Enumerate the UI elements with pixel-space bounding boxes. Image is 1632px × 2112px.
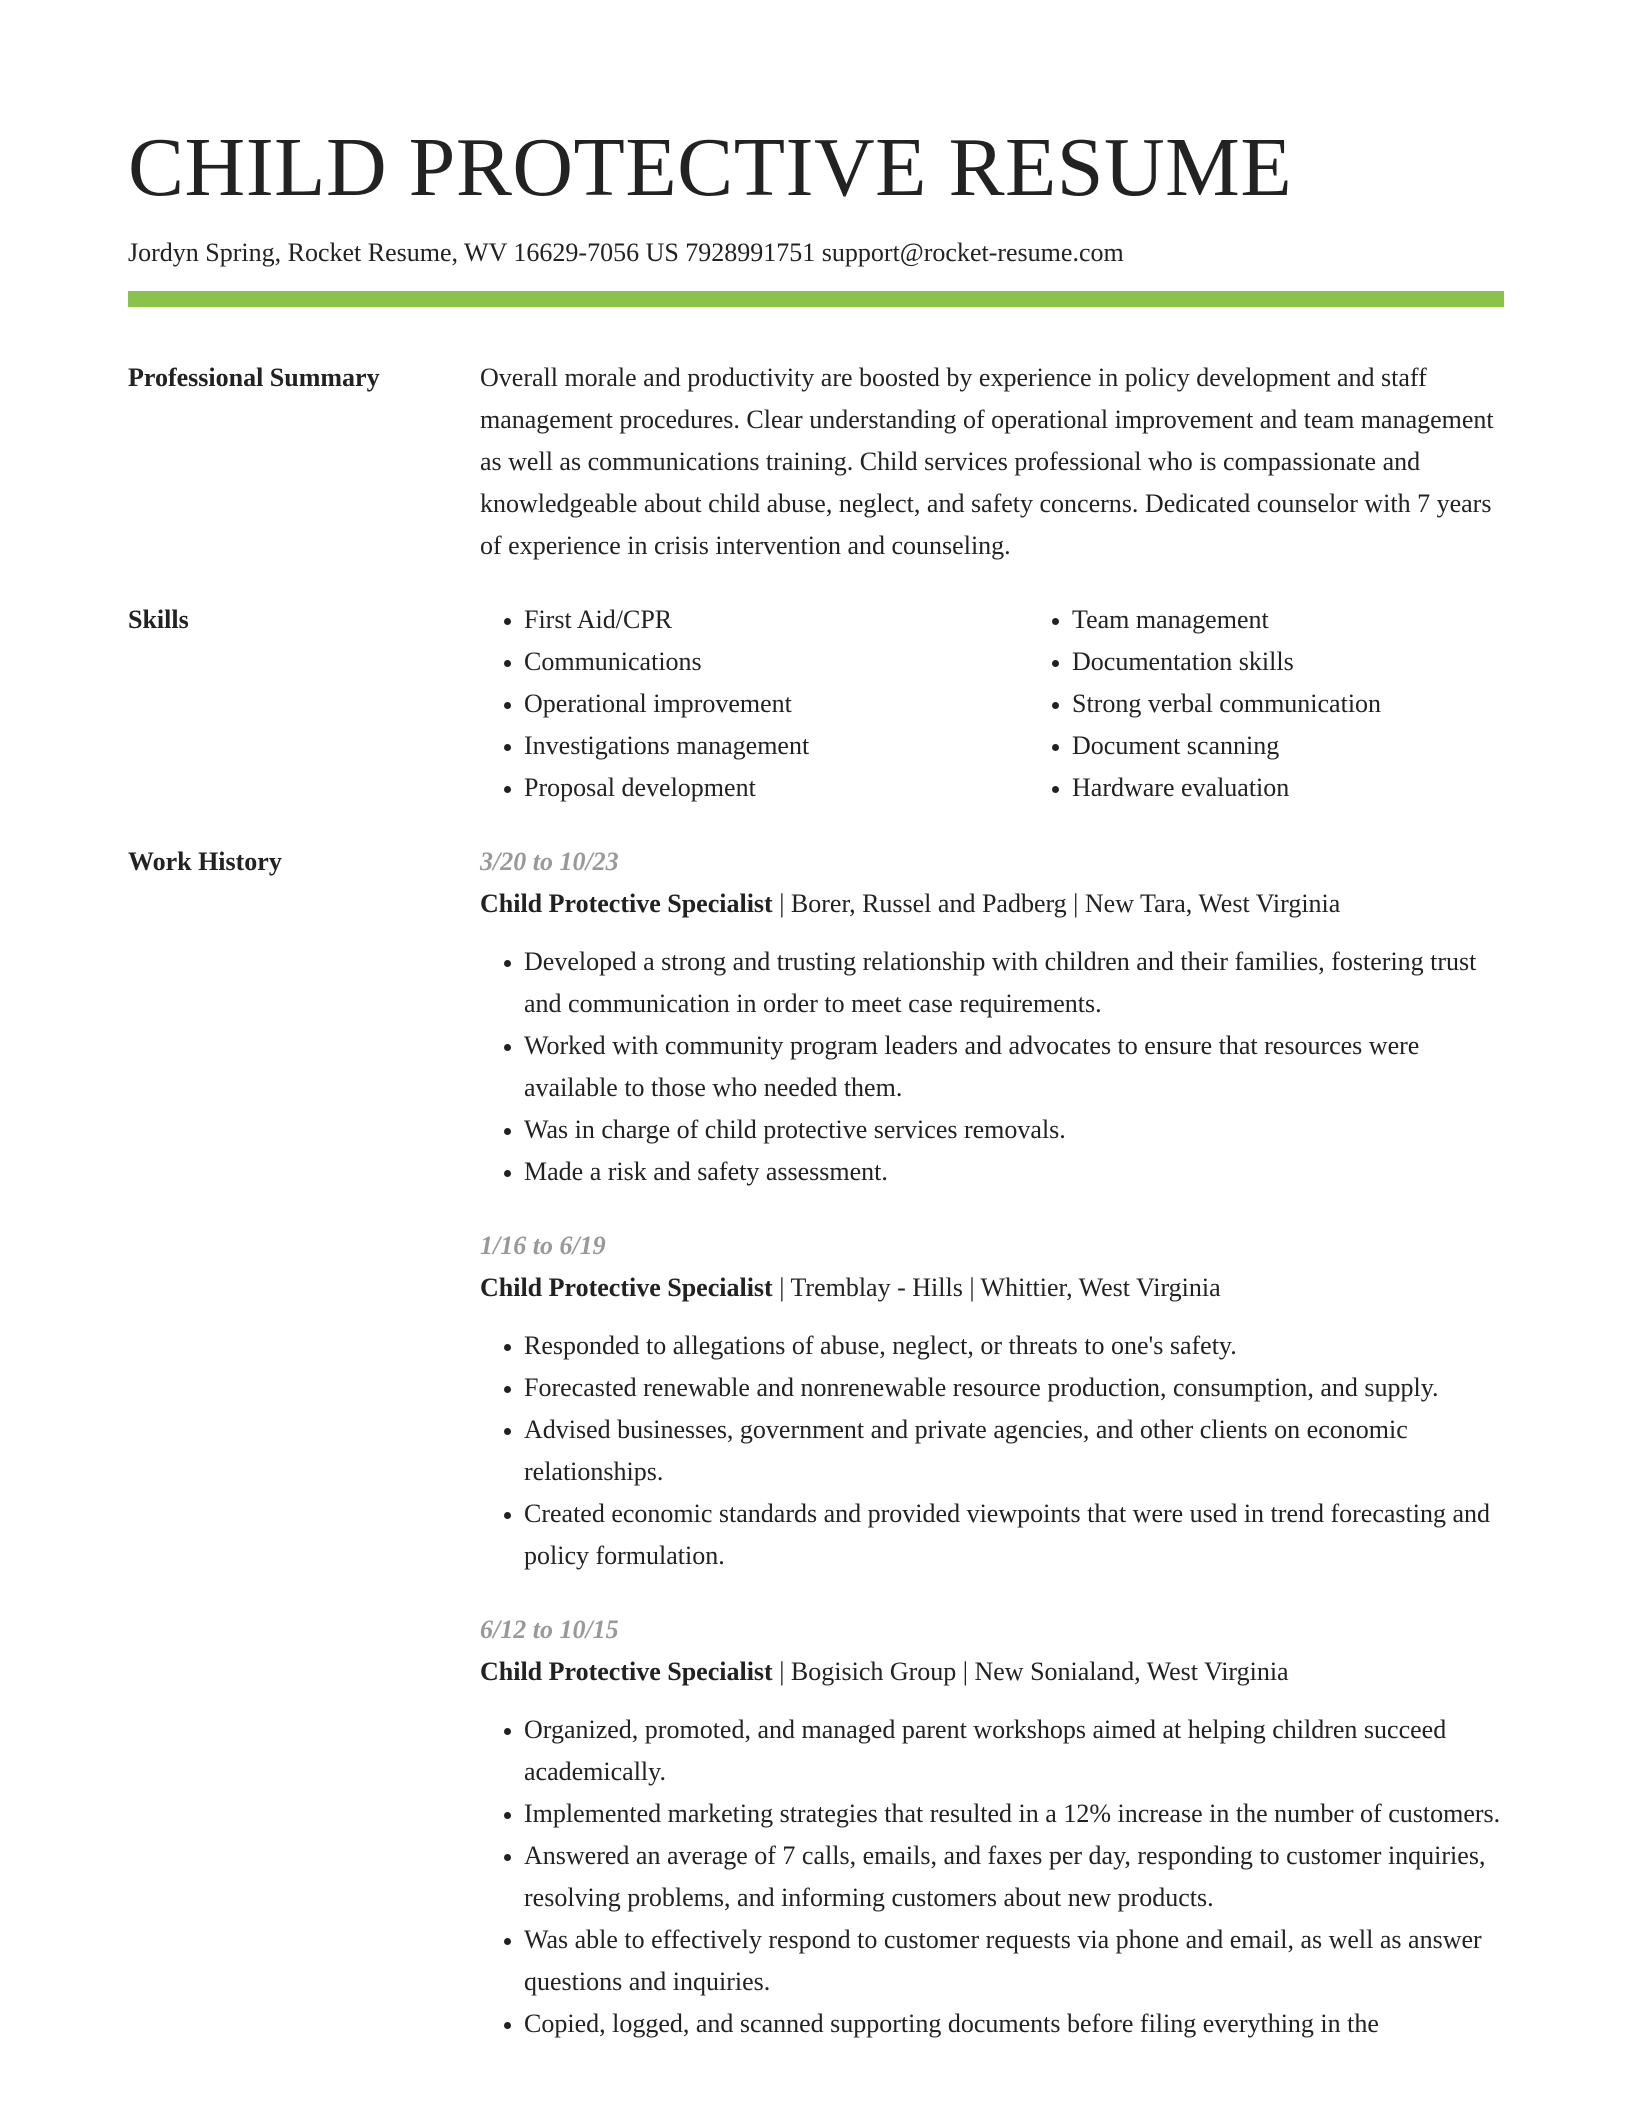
- skill-item: • Document scanning: [1072, 725, 1576, 767]
- job-entry: [480, 1225, 1504, 1577]
- skills-list-left: [480, 599, 1028, 809]
- job-bullet: • Developed a strong and trusting relationship with children and their families, fostering trust and communication in order to meet case requirements.: [524, 941, 1504, 1025]
- job-title: Child Protective Specialist: [480, 889, 773, 918]
- job-employer-location: | Tremblay - Hills | Whittier, West Virginia: [772, 1273, 1221, 1302]
- job-bullet: • Forecasted renewable and nonrenewable resource production, consumption, and supply.: [524, 1367, 1504, 1409]
- job-dates: 6/12 to 10/15: [480, 1615, 619, 1644]
- job-heading: [480, 1651, 1504, 1693]
- skill-item: • Team management: [1072, 599, 1576, 641]
- job-bullet: • Was able to effectively respond to customer requests via phone and email, as well as answer questions and inquiries.: [524, 1919, 1504, 2003]
- contact-line: Jordyn Spring, Rocket Resume, WV 16629-7056 US 7928991751 support@rocket-resume.com: [128, 238, 1124, 267]
- work-history-entries: [480, 841, 1504, 2077]
- job-bullet: • Organized, promoted, and managed parent workshops aimed at helping children succeed academically.: [524, 1709, 1504, 1793]
- job-title: Child Protective Specialist: [480, 1273, 773, 1302]
- job-employer-location: | Bogisich Group | New Sonialand, West Virginia: [772, 1657, 1289, 1686]
- skills-columns: [480, 599, 1576, 809]
- job-dates: 3/20 to 10/23: [480, 847, 619, 876]
- job-bullets: [480, 1325, 1504, 1577]
- work-history-section: [128, 841, 1504, 2077]
- job-heading: [480, 883, 1504, 925]
- summary-label: Professional Summary: [128, 363, 380, 392]
- skills-section: [128, 599, 1504, 809]
- skill-item: • First Aid/CPR: [524, 599, 1028, 641]
- job-employer-location: | Borer, Russel and Padberg | New Tara, West Virginia: [772, 889, 1341, 918]
- job-bullet: • Created economic standards and provided viewpoints that were used in trend forecasting and policy formulation.: [524, 1493, 1504, 1577]
- job-bullet: • Copied, logged, and scanned supporting documents before filing everything in the: [524, 2003, 1504, 2045]
- job-dates: 1/16 to 6/19: [480, 1231, 606, 1260]
- resume-title: CHILD PROTECTIVE RESUME: [128, 121, 1293, 214]
- skill-item: • Operational improvement: [524, 683, 1028, 725]
- skills-label: Skills: [128, 605, 189, 634]
- job-bullet: • Made a risk and safety assessment.: [524, 1151, 1504, 1193]
- skill-item: • Investigations management: [524, 725, 1028, 767]
- job-bullet: • Implemented marketing strategies that resulted in a 12% increase in the number of customers.: [524, 1793, 1504, 1835]
- accent-divider: [128, 291, 1504, 307]
- summary-text: Overall morale and productivity are boosted by experience in policy development and staff management procedures. Clear understanding of operational improvement and team management as well as communications training. Child services professional who is compassionate and knowledgeable about child abuse, neglect, and safety concerns. Dedicated counselor with 7 years of experience in crisis intervention and counseling.: [480, 363, 1494, 560]
- skill-item: • Proposal development: [524, 767, 1028, 809]
- job-bullets: [480, 1709, 1504, 2045]
- job-entry: [480, 841, 1504, 1193]
- skill-item: • Strong verbal communication: [1072, 683, 1576, 725]
- summary-section: [128, 357, 1504, 567]
- skills-list-right: [1028, 599, 1576, 809]
- job-title: Child Protective Specialist: [480, 1657, 773, 1686]
- job-bullet: • Answered an average of 7 calls, emails, and faxes per day, responding to customer inquiries, resolving problems, and informing customers about new products.: [524, 1835, 1504, 1919]
- job-bullet: • Worked with community program leaders and advocates to ensure that resources were available to those who needed them.: [524, 1025, 1504, 1109]
- work-history-label: Work History: [128, 847, 282, 876]
- skill-item: • Documentation skills: [1072, 641, 1576, 683]
- job-bullets: [480, 941, 1504, 1193]
- job-bullet: • Responded to allegations of abuse, neglect, or threats to one's safety.: [524, 1325, 1504, 1367]
- job-bullet: • Was in charge of child protective services removals.: [524, 1109, 1504, 1151]
- job-entry: [480, 1609, 1504, 2045]
- job-heading: [480, 1267, 1504, 1309]
- job-bullet: • Advised businesses, government and private agencies, and other clients on economic relationships.: [524, 1409, 1504, 1493]
- skill-item: • Hardware evaluation: [1072, 767, 1576, 809]
- skill-item: • Communications: [524, 641, 1028, 683]
- resume-page: [128, 0, 1504, 2077]
